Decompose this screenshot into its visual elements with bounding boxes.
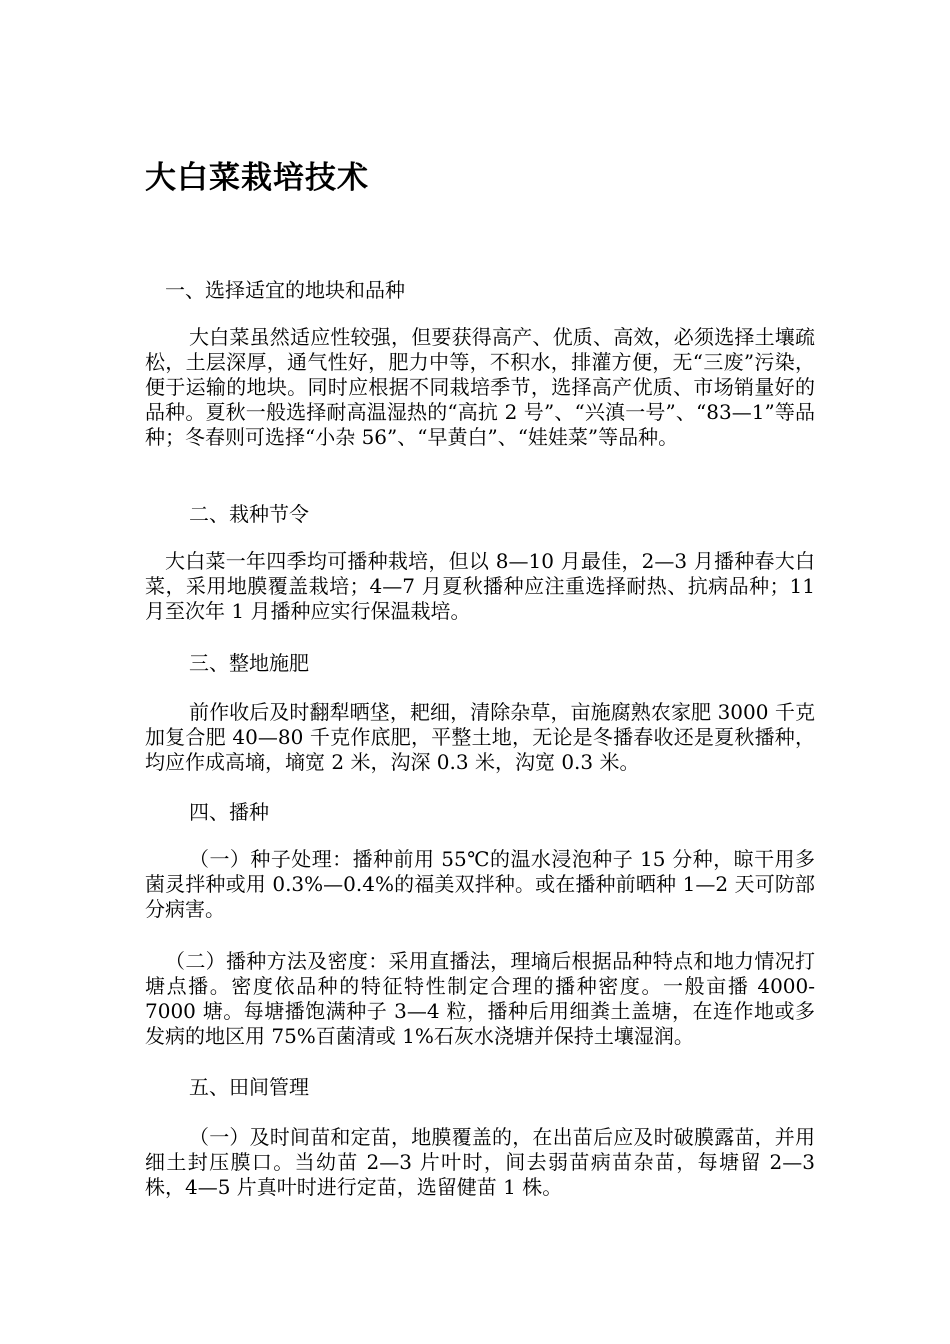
section-2-paragraph-1: 大白菜一年四季均可播种栽培，但以 8—10 月最佳，2—3 月播种春大白菜，采用地膜覆盖栽培；4—7 月夏秋播种应注重选择耐热、抗病品种；11 月至次年 1 月播种应实行保温栽培。 (145, 549, 815, 623)
section-heading-4: 四、播种 (189, 800, 269, 824)
section-5-paragraph-1: （一）及时间苗和定苗，地膜覆盖的，在出苗后应及时破膜露苗，并用细土封压膜口。当幼苗 2—3 片叶时，间去弱苗病苗杂苗，每塘留 2—3 株，4—5 片真叶时进行定苗，选留健苗 1 株。 (145, 1125, 815, 1199)
section-heading-2: 二、栽种节令 (189, 502, 309, 526)
section-4-paragraph-1: （一）种子处理：播种前用 55℃的温水浸泡种子 15 分种，晾干用多菌灵拌种或用 0.3%—0.4%的福美双拌种。或在播种前晒种 1—2 天可防部分病害。 (145, 847, 815, 921)
section-heading-1: 一、选择适宜的地块和品种 (165, 278, 405, 302)
section-heading-5: 五、田间管理 (189, 1075, 309, 1099)
section-1-paragraph-1: 大白菜虽然适应性较强，但要获得高产、优质、高效，必须选择土壤疏松，土层深厚，通气性好，肥力中等，不积水，排灌方便，无“三废”污染，便于运输的地块。同时应根据不同栽培季节，选择高产优质、市场销量好的品种。夏秋一般选择耐高温湿热的“高抗 2 号”、“兴滇一号”、“83—1”等品种；冬春则可选择“小杂 56”、“早黄白”、“娃娃菜”等品种。 (145, 325, 815, 449)
document-title: 大白菜栽培技术 (145, 160, 369, 196)
section-4-paragraph-2: （二）播种方法及密度：采用直播法，理墒后根据品种特点和地力情况打塘点播。密度依品种的特征特性制定合理的播种密度。一般亩播 4000-7000 塘。每塘播饱满种子 3—4 粒，播种后用细粪土盖塘，在连作地或多发病的地区用 75%百菌清或 1%石灰水浇塘并保持土壤湿润。 (145, 949, 815, 1048)
section-3-paragraph-1: 前作收后及时翻犁晒垡，耙细，清除杂草，亩施腐熟农家肥 3000 千克加复合肥 40—80 千克作底肥，平整土地，无论是冬播春收还是夏秋播种，均应作成高墒，墒宽 2 米，沟深 0.3 米，沟宽 0.3 米。 (145, 700, 815, 774)
section-heading-3: 三、整地施肥 (189, 651, 309, 675)
